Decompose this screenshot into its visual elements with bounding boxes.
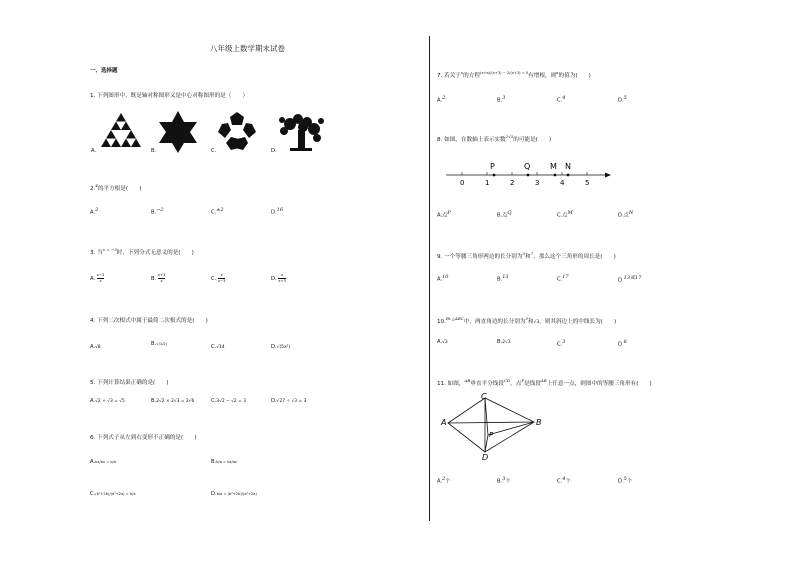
page-title: 八年级上数学期末试卷 [210,44,285,53]
q6-option-b[interactable]: B.b/a = bx/ax [211,459,238,465]
q5-option-b[interactable]: B.2√2 × 2√3 = 2√6 [151,398,195,404]
q7-option-d[interactable]: D.$^5$ [618,95,627,104]
triangle-fractal-figure [100,112,142,148]
q10-option-a[interactable]: A.√3 [437,339,448,345]
q4-option-b[interactable]: B.√(1/2) [151,341,168,347]
star-figure [157,110,199,154]
q5-option-c[interactable]: C.3√2 − √2 = 3 [211,398,246,404]
axis-tick-1: 1 [485,179,490,187]
figure-label-c: C [481,392,487,401]
point-label-n: N [565,162,571,171]
q9-option-d[interactable]: D.$^{13或17}$ [618,275,642,284]
q8-option-d[interactable]: D.点$^N$ [618,210,634,219]
q6-option-a[interactable]: A.bx/ax = b/a [90,459,117,465]
q7-option-b[interactable]: B.$^3$ [497,95,506,104]
question-4-stem: 4. 下列二次根式中属于最简二次根式的是( ) [90,318,208,324]
q2-option-b[interactable]: B.$^{-2}$ [151,207,164,216]
question-6-stem: 6. 下列式子从左到右变形不正确的是( ) [90,435,197,441]
q11-option-a[interactable]: A.$^2$个 [437,476,451,485]
point-label-m: M [550,162,557,171]
axis-tick-2: 2 [510,179,515,187]
axis-tick-3: 3 [535,179,540,187]
q10-option-b[interactable]: B.2√3 [497,339,511,345]
q9-option-a[interactable]: A.$^{10}$ [437,274,449,283]
number-line-figure [440,158,615,190]
q5-option-d[interactable]: D.√27 ÷ √3 = 3 [271,398,307,404]
q11-option-d[interactable]: D.$^5$个 [618,476,633,485]
q9-option-c[interactable]: C.$^{17}$ [557,274,569,283]
q3-option-a[interactable]: A. $\frac{x-3}{x}$ [90,273,105,283]
figure-label-b: B [536,418,542,427]
q5-option-a[interactable]: A.√2 + √3 = √5 [90,398,125,404]
question-3-stem: 3. 当$^{x = -3}$时，下列分式无意义的是( ) [90,247,194,256]
axis-tick-5: 5 [585,179,590,187]
figure-label-a: A [441,418,447,427]
question-11-stem: 11. 如图，$^{AB}$垂直平分线段$^{CD}$，点$^P$是线段$^{AB}$上任意一点，则图中的等腰三角形有( ) [437,378,652,387]
q7-option-c[interactable]: C.$^4$ [557,95,566,104]
question-8-stem: 8. 如图，在数轴上表示实数$^{2√5}$的可能是( ) [437,134,552,143]
q6-option-c[interactable]: C.(b²+2b)/(a²+2a) = b/a [90,491,136,497]
q8-option-c[interactable]: C.点$^M$ [557,210,573,219]
q11-option-b[interactable]: B.$^3$个 [497,476,511,485]
q2-option-a[interactable]: A.$^2$ [90,207,99,216]
q1-label-a: A. [91,148,97,154]
q2-option-c[interactable]: C.$^{\pm 2}$ [211,207,224,216]
question-1-stem: 1. 下列图形中，既是轴对称图形又是中心对称图形的是（ ） [90,93,249,99]
q6-option-d[interactable]: D.b/a = (b²+2b)/(a²+2a) [211,491,257,497]
point-label-p: P [490,162,495,171]
q10-option-c[interactable]: C.$^3$ [557,339,566,348]
column-divider [429,36,430,521]
q2-option-d[interactable]: D.$^{16}$ [271,207,284,216]
q7-option-a[interactable]: A.$^2$ [437,95,446,104]
q4-option-a[interactable]: A.√8 [90,344,101,350]
q1-label-d: D. [271,148,277,154]
q4-option-c[interactable]: C.√14 [211,344,225,350]
axis-tick-0: 0 [460,179,465,187]
q8-option-a[interactable]: A.点$^P$ [437,210,451,219]
q4-option-d[interactable]: D.√(5x²) [271,344,291,350]
point-label-q: Q [524,162,531,171]
q3-option-d[interactable]: D. $\frac{x}{x+3}$ [271,273,286,283]
question-7-stem: 7. 若关于$^x$的方程$^{(x+a)/(x+3) - 2/(x+3) = 0}$有增根，则$^a$的值为( ) [437,70,591,79]
question-2-stem: 2.$^4$的平方根是( ) [90,183,142,192]
question-5-stem: 5. 下列计算结果正确的是( ) [90,380,169,386]
question-10-stem: 10.$^{Rt \triangle ABC}$中，两直角边的长分别为$^3$和√3，则其斜边上的中线长为( ) [437,316,617,325]
figure-label-p: P [489,431,494,439]
section-heading: 一、选择题 [90,68,118,74]
question-9-stem: 9. 一个等腰三角形两边的长分别为$^3$和$^7$，那么这个三角形的周长是( ) [437,251,616,260]
q10-option-d[interactable]: D.$^6$ [618,339,627,348]
axis-tick-4: 4 [560,179,565,187]
q1-label-c: C. [211,148,217,154]
kite-figure [438,392,546,462]
tree-figure [276,110,326,152]
pentagon-flower-figure [216,110,258,152]
q8-option-b[interactable]: B.点$^Q$ [497,210,512,219]
q11-option-c[interactable]: C.$^4$个 [557,476,571,485]
q3-option-c[interactable]: C. $\frac{x}{x-3}$ [211,273,226,283]
q9-option-b[interactable]: B.$^{13}$ [497,274,509,283]
q3-option-b[interactable]: B. $\frac{x+3}{x}$ [151,273,166,283]
figure-label-d: D [482,453,489,462]
q1-label-b: B. [151,148,157,154]
